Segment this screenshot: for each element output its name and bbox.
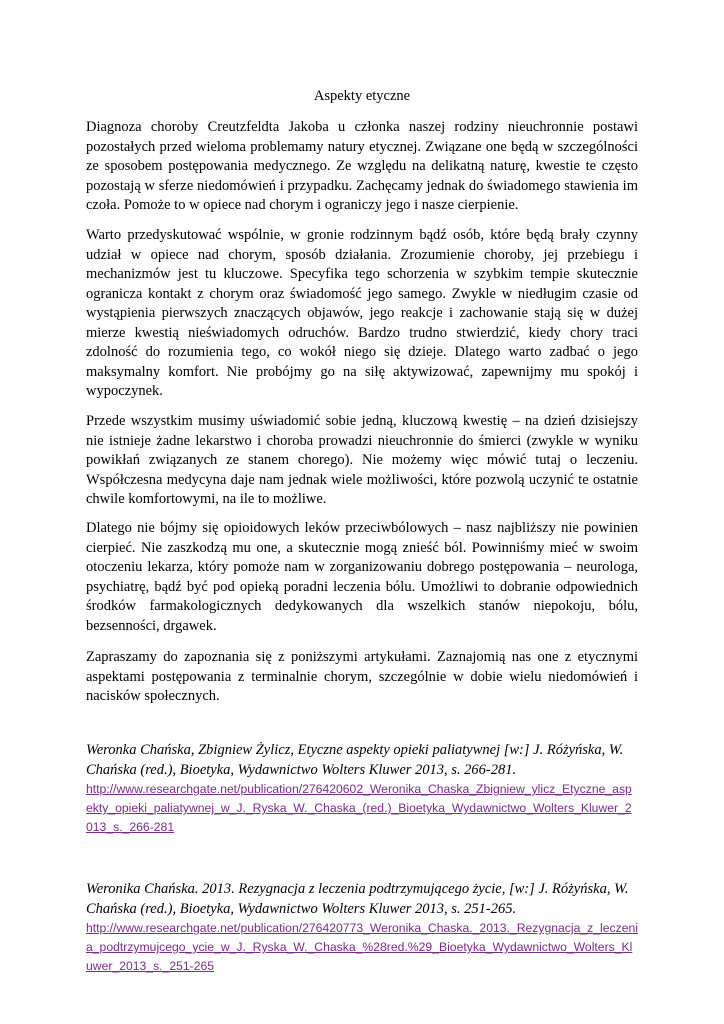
paragraph-diagnosis: Diagnoza choroby Creutzfeldta Jakoba u członka naszej rodziny nieuchronnie postawi pozostałych przed wieloma problemamy natury etycznej. Związane one będą w szczególności ze sposobem postępowania medycznego. Ze względu na delikatną naturę, kwestie te często pozostają w sferze niedomówień i przypadku. Zachęcamy jednak do świadomego stawienia im czoła. Pomoże to w opiece nad chorym i ograniczy jego i nasze cierpienie.	[86, 119, 638, 213]
document-title: Aspekty etyczne	[313, 88, 411, 104]
reference-link-2[interactable]: http://www.researchgate.net/publication/276420773_Weronika_Chaska._2013._Rezygnacja_z_leczenia_podtrzymujcego_ycie_w_J._Ryska_W._Chaska_%28red.%29_Bioetyka_Wydawnictwo_Wolters_Kluwer_2013_s._251-265	[86, 921, 638, 973]
reference-citation-2: Weronika Chańska. 2013. Rezygnacja z leczenia podtrzymującego życie, [w:] J. Różyńska, W. Chańska (red.), Bioetyka, Wydawnictwo Wolters Kluwer 2013, s. 251-265.	[86, 881, 629, 917]
paragraph-discussion: Warto przedyskutować wspólnie, w gronie rodzinnym bądź osób, które będą brały czynny udział w opiece nad chorym, sposób działania. Zrozumienie choroby, jej przebiegu i mechanizmów jest tu kluczowe. Specyfika tego schorzenia w szybkim tempie skutecznie ogranicza kontakt z chorym oraz świadomość jego samego. Zwykle w niedługim czasie od wystąpienia pierwszych znaczących objawów, jego reakcje i zachowanie stają się w dużej mierze kwestią nieświadomych odruchów. Bardzo trudno stwierdzić, kiedy chory traci zdolność do rozumienia tego, co wokół niego się dzieje. Dlatego warto zadbać o jego maksymalny komfort. Nie probójmy go na siłę aktywizować, zapewnijmy mu spokój i wypoczynek.	[86, 227, 638, 399]
reference-link-1[interactable]: http://www.researchgate.net/publication/276420602_Weronika_Chaska_Zbigniew_ylicz_Etyczne_aspekty_opieki_paliatywnej_w_J._Ryska_W._Chaska_(red.)_Bioetyka_Wydawnictwo_Wolters_Kluwer_2013_s._266-281	[86, 782, 632, 834]
paragraph-pain-management: Dlatego nie bójmy się opioidowych leków przeciwbólowych – nasz najbliższy nie powinien cierpieć. Nie zaszkodzą mu one, a skutecznie mogą znieść ból. Powinniśmy mieć w swoim otoczeniu lekarza, który pomoże nam w zorganizowaniu dobrego postępowania – neurologa, psychiatrę, bądź być pod opieką poradni leczenia bólu. Umożliwi to dobranie odpowiednich środków farmakologicznych dedykowanych dla wszelkich stanów niepokoju, bólu, bezsenności, drgawek.	[86, 520, 638, 634]
reference-citation-1: Weronka Chańska, Zbigniew Żylicz, Etyczne aspekty opieki paliatywnej [w:] J. Różyńska, W. Chańska (red.), Bioetyka, Wydawnictwo Wolters Kluwer 2013, s. 266-281.	[86, 742, 624, 778]
paragraph-no-cure: Przede wszystkim musimy uświadomić sobie jedną, kluczową kwestię – na dzień dzisiejszy nie istnieje żadne lekarstwo i choroba prowadzi nieuchronnie do śmierci (zwykle w wyniku powikłań związanych ze stanem chorego). Nie możemy więc mówić tutaj o leczeniu. Współczesna medycyna daje nam jednak wiele możliwości, które pozwolą uczynić te ostatnie chwile komfortowymi, na ile to możliwe.	[86, 413, 638, 507]
paragraph-invitation: Zapraszamy do zapoznania się z poniższymi artykułami. Zaznajomią nas one z etycznymi aspektami postępowania z terminalnie chorym, szczególnie w dobie wielu niedomówień i nacisków społecznych.	[86, 649, 638, 704]
